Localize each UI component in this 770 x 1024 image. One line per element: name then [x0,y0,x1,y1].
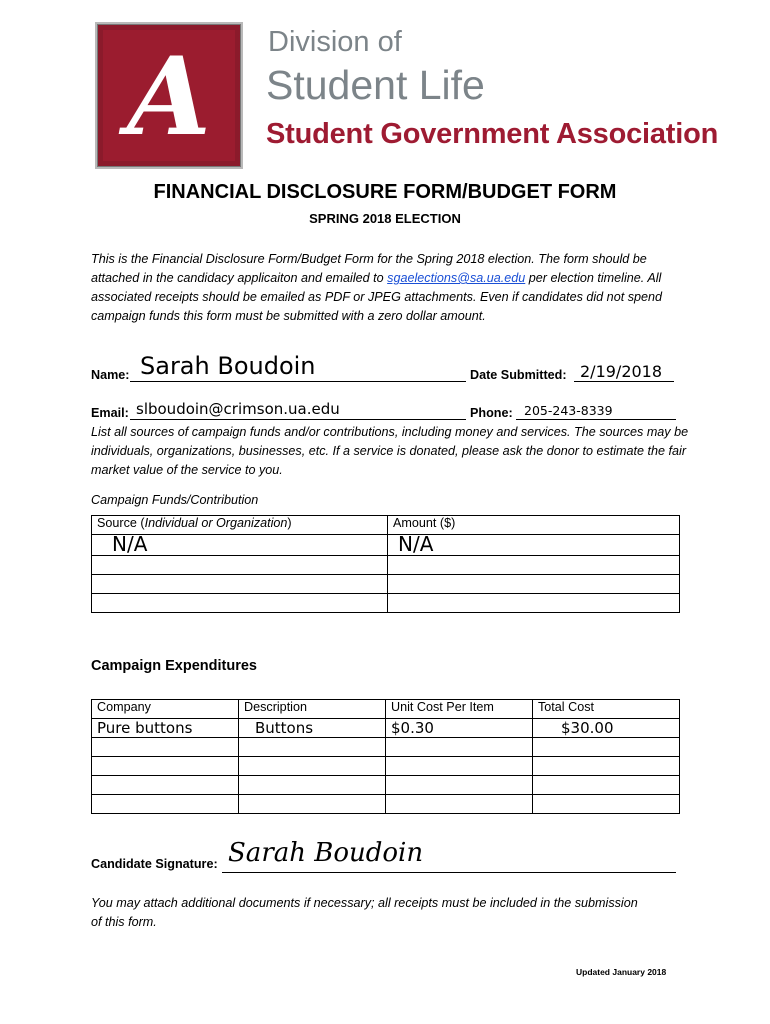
updated-note: Updated January 2018 [576,967,667,977]
exp-header-unit-cost: Unit Cost Per Item [386,700,533,719]
exp-company-cell[interactable] [92,757,239,776]
exp-header-description: Description [239,700,386,719]
expenditures-title: Campaign Expenditures [91,658,257,674]
exp-description-cell[interactable] [239,757,386,776]
signature-line [222,872,676,873]
funds-source-cell[interactable]: N/A [92,535,388,556]
expenditures-table [91,699,680,814]
table-row [92,556,680,575]
header-division: Division of [268,26,402,58]
funds-table [91,515,680,613]
exp-total-cost-cell[interactable] [533,738,680,757]
name-line [130,381,466,382]
email-label: Email: [91,406,129,420]
email-field[interactable]: slboudoin@crimson.ua.edu [136,400,340,418]
funds-amount-cell[interactable] [388,594,680,613]
exp-description-cell[interactable] [239,795,386,814]
date-field[interactable]: 2/19/2018 [580,362,663,381]
date-line [574,381,674,382]
phone-field[interactable]: 205-243-8339 [524,403,613,418]
funds-header-source: Source (Individual or Organization) [92,516,388,535]
date-label: Date Submitted: [470,368,567,382]
exp-total-cost-cell[interactable] [533,757,680,776]
funds-source-cell[interactable] [92,556,388,575]
funds-header-amount: Amount ($) [388,516,680,535]
exp-company-cell[interactable] [92,795,239,814]
form-subtitle: SPRING 2018 ELECTION [309,211,461,226]
form-title: FINANCIAL DISCLOSURE FORM/BUDGET FORM [153,181,617,203]
funds-amount-cell[interactable] [388,575,680,594]
table-row [92,700,680,719]
exp-company-cell[interactable]: Pure buttons [92,719,239,738]
exp-company-cell[interactable] [92,776,239,795]
phone-label: Phone: [470,406,513,420]
table-row [92,575,680,594]
exp-unit-cost-cell[interactable] [386,757,533,776]
exp-total-cost-cell[interactable] [533,795,680,814]
exp-header-company: Company [92,700,239,719]
table-row [92,757,680,776]
header-student-life: Student Life [266,62,485,108]
table-row [92,516,680,535]
logo-letter: A [127,34,211,160]
exp-total-cost-cell[interactable] [533,776,680,795]
exp-unit-cost-cell[interactable] [386,795,533,814]
name-field[interactable]: Sarah Boudoin [140,352,316,380]
table-row [92,795,680,814]
exp-unit-cost-cell[interactable] [386,738,533,757]
name-label: Name: [91,368,130,382]
sources-note: List all sources of campaign funds and/or contributions, including money and services. The sources may be individuals, organizations, businesses, etc. If a service is donated, please ask the donor to estimate the fair market value of the service to you. [91,425,689,477]
exp-description-cell[interactable]: Buttons [239,719,386,738]
table-row [92,738,680,757]
ua-logo [95,22,243,169]
table-row [92,719,680,738]
exp-unit-cost-cell[interactable]: $0.30 [386,719,533,738]
signature-label: Candidate Signature: [91,857,218,871]
exp-description-cell[interactable] [239,738,386,757]
funds-amount-cell[interactable]: N/A [388,535,680,556]
table-row [92,535,680,556]
signature-field[interactable]: Sarah Boudoin [228,838,424,868]
table-row [92,594,680,613]
funds-caption: Campaign Funds/Contribution [91,493,259,507]
footer-note: You may attach additional documents if necessary; all receipts must be included in the submission of this form. [91,896,638,929]
funds-source-cell[interactable] [92,575,388,594]
header-sga: Student Government Association [266,118,719,150]
exp-header-total-cost: Total Cost [533,700,680,719]
table-row [92,776,680,795]
funds-source-cell[interactable] [92,594,388,613]
exp-description-cell[interactable] [239,776,386,795]
exp-company-cell[interactable] [92,738,239,757]
intro-paragraph: This is the Financial Disclosure Form/Budget Form for the Spring 2018 election. The form should be attached in the candidacy applicaiton and emailed to sgaelections@sa.ua.edu per election timeline. All associated receipts should be emailed as PDF or JPEG attachments. Even if candidates did not spend campaign funds this form must be submitted with a zero dollar amount. [91,252,663,323]
email-line [130,419,466,420]
email-link[interactable]: sgaelections@sa.ua.edu [387,271,526,285]
funds-amount-cell[interactable] [388,556,680,575]
exp-total-cost-cell[interactable]: $30.00 [533,719,680,738]
exp-unit-cost-cell[interactable] [386,776,533,795]
phone-line [516,419,676,420]
